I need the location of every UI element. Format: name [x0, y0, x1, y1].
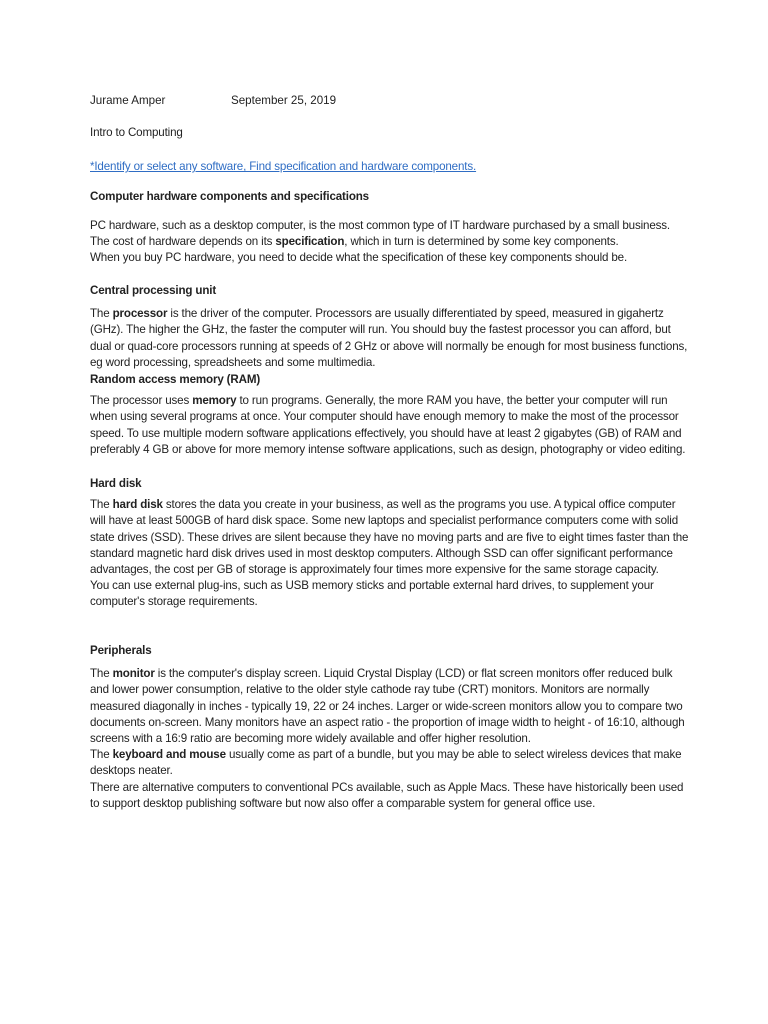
- intro-line-1: PC hardware, such as a desktop computer, is the most common type of IT hardware purchased by a small business.: [90, 219, 671, 232]
- instruction-link[interactable]: *Identify or select any software, Find specification and hardware components.: [90, 160, 477, 173]
- course-title: [90, 125, 690, 141]
- disk-paragraph-2: You can use external plug-ins, such as USB memory sticks and portable external hard drives, to supplement your computer's storage requirements.: [90, 579, 654, 609]
- intro-section: [90, 218, 690, 267]
- cpu-text-start: The: [90, 307, 113, 321]
- document-title: Computer hardware components and specifications: [90, 190, 369, 203]
- course-label: Intro to Computing: [90, 126, 183, 139]
- keyboard-mouse-term: keyboard and mouse: [112, 748, 226, 762]
- disk-section: [90, 476, 690, 611]
- monitor-text-start: The: [90, 667, 113, 681]
- intro-line-2-end: , which in turn is determined by some key components.: [344, 235, 619, 249]
- author-name: Jurame Amper: [90, 94, 166, 107]
- intro-line-2: [90, 234, 690, 250]
- monitor-text-end: is the computer's display screen. Liquid Crystal Display (LCD) or flat screen monitors offer reduced bulk and lower power consumption, relative to the older style cathode ray tube (CRT) monitors. Monitors are normally measured diagonally in inches - typically 19, 22 or 24 inches. Larger or wide-screen monitors allow you to compare two documents on-screen. Many monitors have an aspect ratio - the proportion of image width to height - of 16:10, although screens with a 16:9 ratio are becoming more widely available and offer higher resolution.: [90, 667, 685, 746]
- alternatives-paragraph: There are alternative computers to conventional PCs available, such as Apple Macs. These have historically been used to support desktop publishing software but now also offer a comparable system for general office use.: [90, 780, 684, 810]
- ram-section: [90, 372, 690, 458]
- cpu-heading: Central processing unit: [90, 284, 217, 297]
- ram-heading: Random access memory (RAM): [90, 373, 261, 386]
- ram-text-start: The processor uses: [90, 394, 193, 408]
- cpu-section: [90, 283, 690, 371]
- ram-memory-term: memory: [192, 394, 237, 408]
- disk-text-end: stores the data you create in your business, as well as the programs you use. A typical office computer will have at least 500GB of hard disk space. Some new laptops and specialist performance computers come with solid state drives (SSD). These drives are silent because they have no moving parts and are five to eight times faster than the standard magnetic hard disk drives used in most desktop computers. Although SSD can offer significant performance advantages, the cost per GB of storage is approximately four times more expensive for the same storage capacity.: [90, 498, 689, 577]
- cpu-paragraph: [90, 306, 690, 371]
- cpu-text-end: is the driver of the computer. Processors are usually differentiated by speed, measured in gigahertz (GHz). The higher the GHz, the faster the computer will run. You should buy the fastest processor you can afford, but dual or quad-core processors running at speeds of 2 GHz or above will normally be enough for most business functions, eg word processing, spreadsheets and some multimedia.: [90, 307, 688, 369]
- keyboard-text-end: usually come as part of a bundle, but you may be able to select wireless devices that make desktops neater.: [90, 748, 682, 778]
- document-date: September 25, 2019: [231, 94, 337, 107]
- intro-line-3: When you buy PC hardware, you need to decide what the specification of these key components should be.: [90, 251, 628, 265]
- document-title-block: [90, 189, 690, 205]
- ram-text-end: to run programs. Generally, the more RAM you have, the better your computer will run when using several programs at once. Your computer should have enough memory to make the most of the processor speed. To use multiple modern software applications effectively, you should have at least 2 gigabytes (GB) of RAM and preferably 4 GB or above for more memory intense software applications, such as design, photography or video editing.: [90, 394, 686, 456]
- monitor-paragraph: [90, 666, 690, 747]
- keyboard-paragraph: [90, 747, 690, 779]
- cpu-processor-term: processor: [112, 307, 168, 321]
- monitor-term: monitor: [112, 667, 155, 681]
- intro-specification-term: specification: [275, 235, 345, 249]
- keyboard-text-start: The: [90, 748, 113, 762]
- peripherals-section: [90, 643, 690, 812]
- ram-paragraph: [90, 393, 690, 458]
- disk-text-start: The: [90, 498, 113, 512]
- intro-line-2-start: The cost of hardware depends on its: [90, 235, 276, 249]
- disk-hard-disk-term: hard disk: [112, 498, 163, 512]
- disk-heading: Hard disk: [90, 477, 142, 490]
- peripherals-heading: Peripherals: [90, 644, 152, 657]
- disk-paragraph: [90, 497, 690, 578]
- instruction-block: [90, 159, 690, 175]
